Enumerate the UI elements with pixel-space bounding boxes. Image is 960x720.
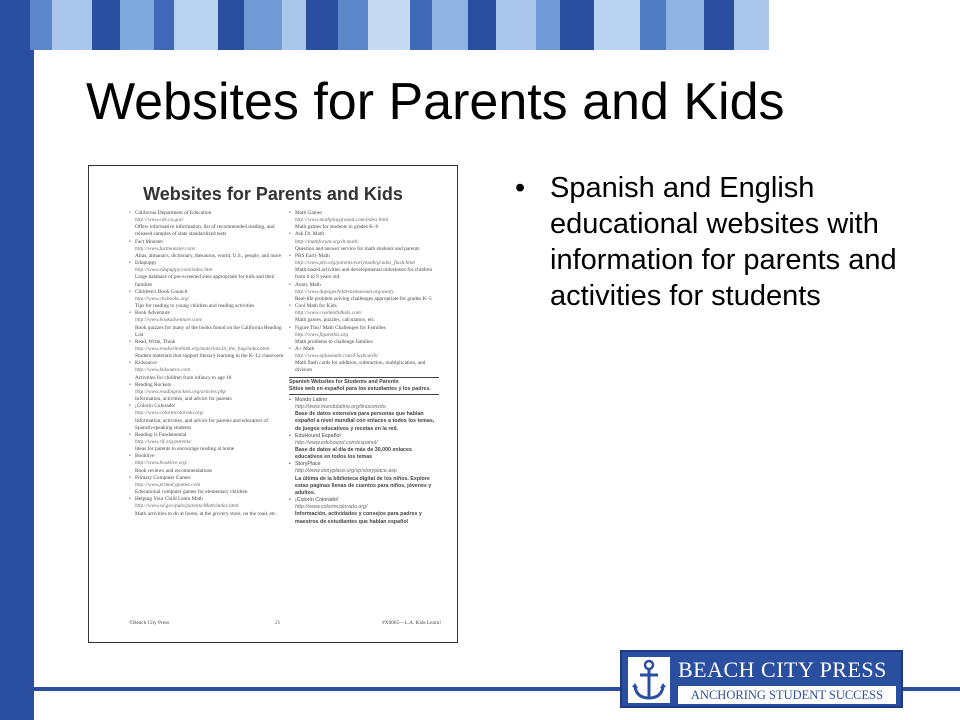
document-item-name: • PBS Early Math: [289, 253, 439, 260]
document-item-name: • Booklive: [129, 453, 287, 460]
document-item-name: • Ask Dr. Math: [289, 231, 439, 238]
document-item-description: Student materials that support literacy learning in the K–12 classroom: [135, 353, 284, 360]
document-column-left: [129, 210, 287, 518]
document-item-name: • Cool Math for Kids: [289, 303, 439, 310]
header-stripe: [704, 0, 734, 50]
document-list-item: [129, 210, 287, 239]
document-list-item: [289, 497, 439, 526]
document-item-url: http://www.mundolatino.org/tinoconcito: [295, 404, 386, 411]
document-item-url: http://www.aplusmath.com/Flashcards/: [295, 353, 379, 360]
document-list-item: [289, 346, 439, 375]
document-item-description: Book reviews and recommendations: [135, 467, 213, 474]
footer-right: #X0065—L.A. Kids Learn!: [382, 620, 441, 626]
document-list-item: [129, 339, 287, 360]
document-item-description: Question and answer service for math students and parents: [295, 245, 420, 252]
document-item-url: http://www.cde.ca.gov/: [135, 217, 184, 224]
header-stripe: [468, 0, 496, 50]
header-stripe: [174, 0, 218, 50]
document-list-item: [129, 310, 287, 339]
document-item-name: • Figure This! Math Challenges for Families: [289, 325, 439, 332]
document-item-name: • Reading Rockets: [129, 382, 287, 389]
document-item-name: • EduHound Español: [289, 433, 439, 440]
document-item-description: Book quizzes for many of the books found on the California Reading List: [135, 324, 282, 338]
document-item-description: Base de datos extensiva para personas que hablan español a nivel mundial con enlaces a todos los temas, de juegos educativos y recetas en la red.: [295, 411, 435, 432]
header-stripe: [218, 0, 244, 50]
document-item-description: Base de datos al día de más de 30,000 enlaces educativos en todos los temas: [295, 447, 412, 461]
document-item-name: • Helping Your Child Learn Math: [129, 496, 287, 503]
document-list-item: [129, 239, 287, 260]
document-item-description: Offers informative information, list of recommended reading, and released samples of state standardized tests: [135, 224, 275, 238]
document-item-description: Math flash cards for addition, subtraction, multiplication, and division: [295, 360, 426, 374]
document-item-url: http://www.dupagechildrensmuseum.org/aunty: [295, 288, 394, 295]
document-list-item: [289, 325, 439, 346]
header-stripe: [496, 0, 536, 50]
document-column-right: [289, 210, 439, 526]
document-item-url: http://www.eduhound.com/espanol/: [295, 439, 378, 446]
document-list-item: [129, 260, 287, 289]
spanish-header-es: Sitios web en español para los estudiantes y los padres.: [289, 385, 431, 392]
document-item-url: http://mathforum.org/dr.math/: [295, 238, 359, 245]
document-footer: [89, 620, 457, 630]
document-list-item: [289, 397, 439, 433]
document-item-url: http://www.ed.gov/pubs/parents/Math/index.html: [135, 503, 239, 510]
document-item-url: http://www.colorincolorado.org/: [135, 410, 204, 417]
document-item-name: • Children's Book Council: [129, 289, 287, 296]
document-item-description: La última de la biblioteca digital de los niños. Explore estas páginas llenas de cuentos para niños, jóvenes y adultos.: [295, 475, 432, 496]
footer-page: 21: [275, 620, 281, 626]
header-stripe: [368, 0, 410, 50]
document-item-url: http://www.coolmath4kids.com/: [295, 310, 362, 317]
document-list-item: [129, 382, 287, 403]
header-stripe: [536, 0, 560, 50]
footer-left: ©Beach City Press: [129, 620, 170, 626]
document-item-description: Math problems to challenge families: [295, 338, 373, 345]
header-stripe: [338, 0, 368, 50]
document-item-url: http://www.pbs.org/parents/earlymath/grades_flash.html: [295, 260, 416, 267]
document-item-description: Tips for reading to young children and reading activities: [135, 303, 255, 310]
document-item-description: Information, activities, and advice for parents and educators of Spanish-speaking students: [135, 417, 268, 431]
header-stripe: [154, 0, 174, 50]
document-item-description: Educational computer games for elementary children: [135, 489, 248, 496]
header-stripes: [0, 0, 960, 50]
document-item-description: Atlas, almanacs, dictionary, thesaurus, world, U.S., people, and more: [135, 252, 282, 259]
document-list-item: [289, 282, 439, 303]
document-list-item: [129, 289, 287, 310]
header-stripe: [244, 0, 282, 50]
document-item-url: http://www.factmonster.com/: [135, 245, 196, 252]
header-stripe: [92, 0, 120, 50]
document-item-name: • ¡Colorín Colorado!: [129, 403, 287, 410]
document-item-description: Math activities to do at home, at the grocery store, on the road, etc.: [135, 510, 277, 517]
header-stripe: [0, 0, 30, 50]
document-list-item: [129, 360, 287, 381]
document-list-item: [129, 496, 287, 517]
header-stripe: [640, 0, 666, 50]
document-item-url: http://www.primarygames.com: [135, 481, 201, 488]
bullet-dot: •: [515, 172, 526, 204]
document-item-name: • ¡Colorín Colorado!: [289, 497, 439, 504]
document-list-item: [289, 231, 439, 252]
header-stripe: [594, 0, 640, 50]
document-item-name: • California Department of Education: [129, 210, 287, 217]
document-item-url: http://www.bookadventure.com/: [135, 317, 203, 324]
document-title: Websites for Parents and Kids: [143, 184, 403, 204]
bullet-text: Spanish and English educational websites with information for parents and activities for students: [550, 172, 897, 312]
document-item-description: Math games for students in grades K–6: [295, 224, 379, 231]
document-item-name: • Fact Monster: [129, 239, 287, 246]
document-item-url: http://www.figurethis.org: [295, 331, 349, 338]
header-stripe: [30, 0, 52, 50]
document-item-name: • Aunty Math: [289, 282, 439, 289]
header-stripe: [282, 0, 306, 50]
document-item-url: http://www.mathplayground.com/index.html: [295, 217, 389, 224]
logo-tagline: ANCHORING STUDENT SUCCESS: [678, 686, 896, 704]
document-item-name: • Reading is Fundamental: [129, 432, 287, 439]
document-list-item: [129, 403, 287, 432]
document-item-description: Math-based activities and developmental milestones for children from 6 to 9 years old: [295, 267, 433, 281]
document-item-description: Information, activities, and advice for parents: [135, 396, 232, 403]
document-item-url: http://www.readwritethink.org/materials/in_the_bag/index.html: [135, 345, 270, 352]
header-stripe: [120, 0, 154, 50]
slide-title: Websites for Parents and Kids: [86, 73, 785, 131]
document-item-description: Activities for children from infancy to age 10: [135, 374, 232, 381]
document-item-name: • Edupuppy: [129, 260, 287, 267]
document-item-url: http://www.booklive.org/: [135, 460, 188, 467]
left-accent-bar: [0, 50, 34, 720]
document-item-description: Real-life problem solving challenges appropriate for grades K–5: [295, 295, 432, 302]
header-stripe: [432, 0, 468, 50]
document-item-name: • Primary Computer Games: [129, 475, 287, 482]
document-item-name: • Math Games: [289, 210, 439, 217]
header-stripe: [666, 0, 704, 50]
document-list-item: [129, 432, 287, 453]
document-list-item: [129, 475, 287, 496]
document-item-description: Large database of pre-screened sites appropriate for kids and their families: [135, 274, 275, 288]
document-item-description: Math games, puzzles, calculators, etc.: [295, 317, 376, 324]
header-stripe: [560, 0, 594, 50]
header-stripe: [306, 0, 338, 50]
document-list-item: [289, 433, 439, 462]
document-list-item: [289, 303, 439, 324]
document-item-name: • Book Adventure: [129, 310, 287, 317]
document-item-name: • A+ Math: [289, 346, 439, 353]
document-item-name: • StoryPlace: [289, 461, 439, 468]
document-item-url: http://www.storyplace.org/sp/storyplace.asp: [295, 468, 397, 475]
spanish-section-header: [289, 377, 439, 395]
header-stripe: [52, 0, 92, 50]
document-item-url: http://www.kidsource.com: [135, 367, 191, 374]
document-item-url: http://www.colorincolorado.org/: [295, 504, 368, 511]
document-item-url: http://www.edupuppy.com/index.htm: [135, 267, 213, 274]
document-item-name: • Mundo Latino: [289, 397, 439, 404]
document-item-name: • Kidsource: [129, 360, 287, 367]
document-thumbnail: [88, 165, 458, 643]
header-stripe: [734, 0, 769, 50]
document-list-item: [289, 461, 439, 497]
document-item-url: http://www.rif.org/parents/: [135, 439, 192, 445]
document-item-description: Ideas for parents to encourage reading at home: [135, 446, 235, 453]
anchor-icon: [628, 657, 670, 703]
spanish-header-en: Spanish Websites for Students and Parents: [289, 378, 399, 385]
document-item-name: • Read, Write, Think: [129, 339, 287, 346]
document-item-url: http://www.cbcbooks.org/: [135, 295, 190, 302]
document-list-item: [289, 210, 439, 231]
logo-name: BEACH CITY PRESS: [678, 657, 887, 682]
document-list-item: [129, 453, 287, 474]
document-item-url: http://www.readingrockets.org/articles.php: [135, 388, 226, 395]
header-stripe: [410, 0, 432, 50]
document-list-item: [289, 253, 439, 282]
beach-city-press-logo: [620, 650, 903, 708]
document-item-description: Información, actividades y consejos para padres y maestros de estudiantes que hablan español: [295, 511, 422, 525]
